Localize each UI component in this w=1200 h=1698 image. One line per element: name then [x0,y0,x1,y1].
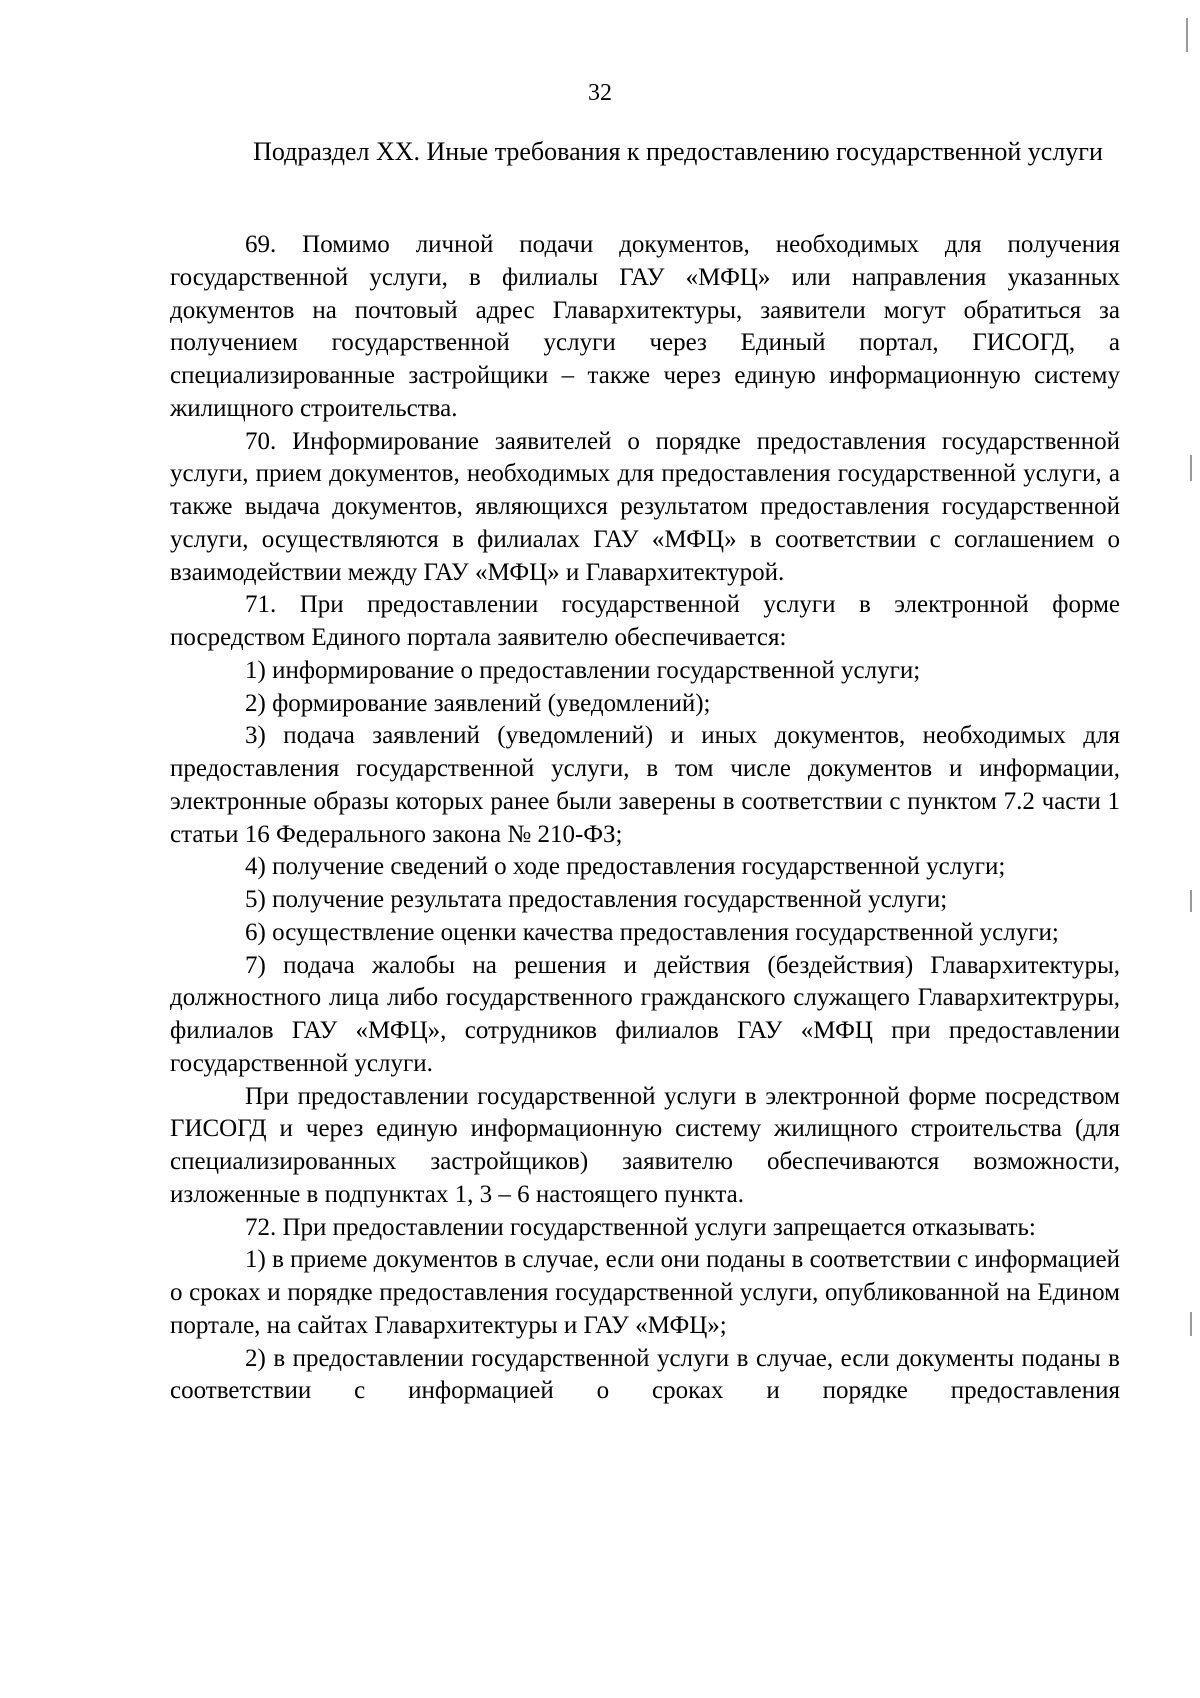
paragraph-71-note: При предоставлении государственной услуги в электронной форме посредством ГИСОГД и через единую информационную систему жилищного строительства (для специализированных застройщиков) заявителю обеспечиваются возможности, изложенные в подпунктах 1, 3 – 6 настоящего пункта. [170,1082,1120,1208]
page-number: 32 [588,80,612,106]
paragraph-71-item-6: 6) осуществление оценки качества предоставления государственной услуги; [245,918,1059,946]
paragraph-71-item-5: 5) получение результата предоставления государственной услуги; [245,886,948,913]
paragraph-72: 72. При предоставлении государственной услуги запрещается отказывать: [245,1213,1036,1241]
paragraph-71: 71. При предоставлении государственной услуги в электронной форме посредством Единого портала заявителю обеспечивается: [170,591,1120,651]
paragraph-70: 70. Информирование заявителей о порядке предоставления государственной услуги, прием документов, необходимых для предоставления государственной услуги, а также выдача документов, являющихся результатом предоставления государственной услуги, осуществляются в филиалах ГАУ «МФЦ» в соответствии с соглашением о взаимодействии между ГАУ «МФЦ» и Главархитектурой. [170,427,1120,586]
paragraph-71-item-4: 4) получение сведений о ходе предоставления государственной услуги; [245,853,1006,881]
scan-mark-middle-2 [1190,890,1192,912]
paragraph-71-item-2: 2) формирование заявлений (уведомлений); [245,689,711,717]
scan-mark-middle-3 [1190,1312,1192,1336]
paragraph-71-item-3: 3) подача заявлений (уведомлений) и иных документов, необходимых для предоставления государственной услуги, в том числе документов и информации, электронные образы которых ранее были заверены в соответствии с пунктом 7.2 части 1 статьи 16 Федерального закона № 210-ФЗ; [170,722,1120,848]
section-heading: Подраздел XX. Иные требования к предоставлению государственной услуги [253,137,1103,166]
paragraph-72-item-1: 1) в приеме документов в случае, если они поданы в соответствии с информацией о сроках и порядке предоставления государственной услуги, опубликованной на Едином портале, на сайтах Главархитектуры и ГАУ «МФЦ»; [170,1246,1120,1339]
scan-mark-middle-1 [1190,455,1192,481]
scan-mark-top [1186,18,1188,52]
paragraph-72-item-2: 2) в предоставлении государственной услуги в случае, если документы поданы в соответствии с информацией о сроках и порядке предоставления [170,1344,1120,1405]
paragraph-71-item-1: 1) информирование о предоставлении государственной услуги; [245,656,921,684]
paragraph-71-item-7: 7) подача жалобы на решения и действия (бездействия) Главархитектуры, должностного лица либо государственного гражданского служащего Главархитектруры, филиалов ГАУ «МФЦ», сотрудников филиалов ГАУ «МФЦ при предоставлении государственной услуги. [170,951,1120,1077]
paragraph-69: 69. Помимо личной подачи документов, необходимых для получения государственной услуги, в филиалы ГАУ «МФЦ» или направления указанных документов на почтовый адрес Главархитектуры, заявители могут обратиться за получением государственной услуги через Единый портал, ГИСОГД, а специализированные застройщики – также через единую информационную систему жилищного строительства. [170,231,1120,422]
document-body [170,229,1120,1408]
